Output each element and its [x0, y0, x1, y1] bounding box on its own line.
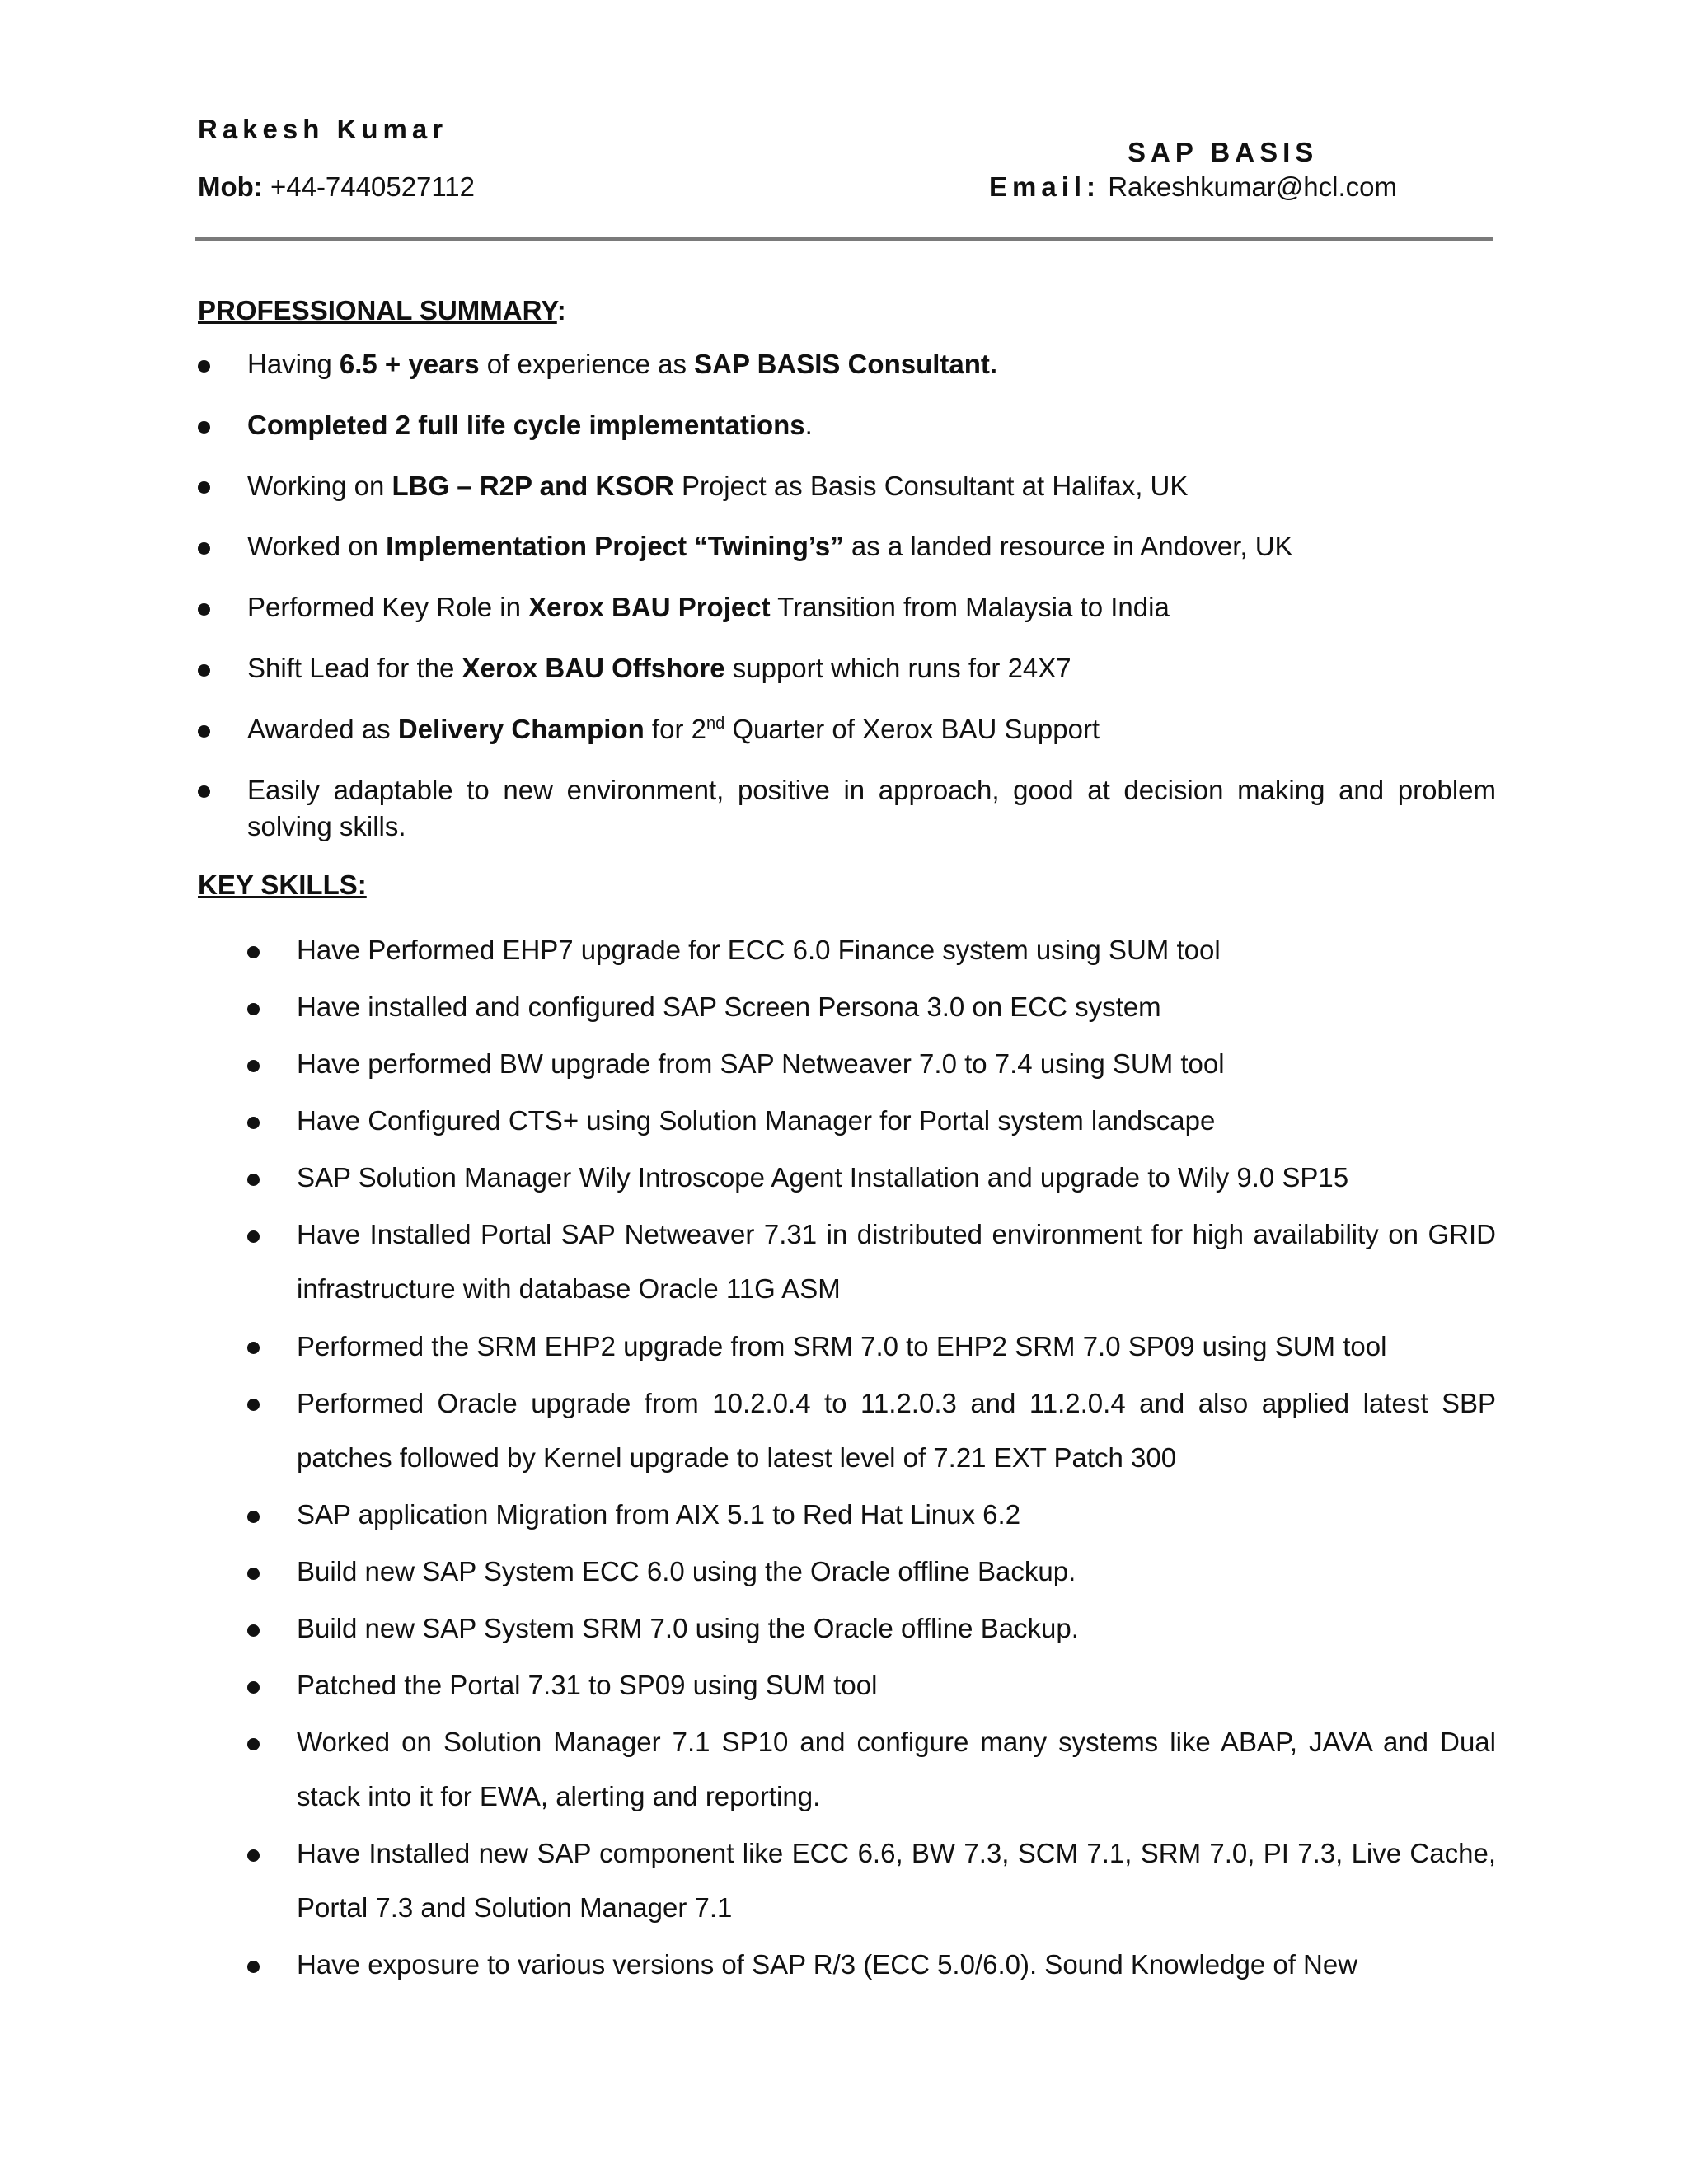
bullet-icon — [247, 1094, 260, 1148]
summary-text: Having — [247, 349, 340, 379]
bullet-icon — [247, 1826, 260, 1881]
bullet-icon — [198, 407, 210, 443]
summary-text: Quarter of Xerox BAU Support — [724, 713, 1100, 744]
bullet-icon — [247, 1037, 260, 1091]
summary-text: Easily adaptable to new environment, positive in approach, good at decision making and problem solving skills. — [247, 774, 1496, 841]
summary-text: Shift Lead for the — [247, 652, 462, 683]
summary-item — [198, 650, 1496, 687]
summary-bold: Delivery Champion — [397, 713, 645, 744]
header-divider — [195, 237, 1493, 241]
skill-item — [198, 1826, 1496, 1935]
email-label: Email: — [989, 171, 1101, 202]
bullet-icon — [247, 1715, 260, 1769]
bullet-icon — [247, 1207, 260, 1262]
mobile-value: +44-7440527112 — [270, 171, 476, 202]
summary-text: Working on — [247, 470, 392, 501]
skill-item — [198, 1544, 1496, 1599]
bullet-icon — [247, 1319, 260, 1374]
skill-item — [198, 1488, 1496, 1542]
skill-text: Have Configured CTS+ using Solution Manager for Portal system landscape — [297, 1105, 1216, 1137]
summary-item — [198, 468, 1496, 504]
skill-text: Have Installed new SAP component like ECC 6.6, BW 7.3, SCM 7.1, SRM 7.0, PI 7.3, Live Cache, Portal 7.3 and Solution Manager 7.1 — [297, 1838, 1496, 1924]
summary-bold: 6.5 + years — [339, 349, 480, 379]
skill-text: Have installed and configured SAP Screen Persona 3.0 on ECC system — [297, 991, 1161, 1023]
bullet-icon — [198, 772, 210, 808]
bullet-icon — [247, 1544, 260, 1599]
summary-bold: Implementation Project “Twining’s” — [386, 531, 844, 562]
summary-list — [198, 346, 1496, 869]
summary-bold: Xerox BAU Offshore — [462, 652, 725, 683]
skills-heading — [198, 869, 367, 901]
candidate-name: Rakesh Kumar — [198, 114, 448, 144]
summary-item — [198, 711, 1496, 748]
skill-item — [198, 1601, 1496, 1656]
skill-text: Performed the SRM EHP2 upgrade from SRM 7.0 to EHP2 SRM 7.0 SP09 using SUM tool — [297, 1330, 1387, 1361]
bullet-icon — [247, 1376, 260, 1431]
skill-item — [198, 1715, 1496, 1824]
superscript: nd — [706, 714, 725, 733]
email-line — [989, 171, 1397, 203]
summary-item — [198, 407, 1496, 443]
bullet-icon — [247, 1938, 260, 1992]
bullet-icon — [198, 528, 210, 565]
skill-item — [198, 1037, 1496, 1091]
skill-item — [198, 1376, 1496, 1485]
skill-text: Performed Oracle upgrade from 10.2.0.4 to 11.2.0.3 and 11.2.0.4 and also applied latest SBP patches followed by Kernel upgrade to latest level of 7.21 EXT Patch 300 — [297, 1387, 1496, 1473]
skill-item — [198, 980, 1496, 1034]
summary-bold: LBG – R2P and KSOR — [392, 470, 674, 501]
bullet-icon — [247, 980, 260, 1034]
summary-heading — [198, 295, 566, 326]
summary-bold: SAP BASIS Consultant. — [694, 349, 998, 379]
bullet-icon — [247, 1488, 260, 1542]
summary-text: Performed Key Role in — [247, 592, 529, 623]
summary-text: for 2 — [644, 713, 706, 744]
skill-text: SAP application Migration from AIX 5.1 to Red Hat Linux 6.2 — [297, 1498, 1021, 1530]
summary-text: of experience as — [479, 349, 695, 379]
skill-text: Have Performed EHP7 upgrade for ECC 6.0 Finance system using SUM tool — [297, 935, 1221, 965]
summary-item — [198, 589, 1496, 626]
summary-item — [198, 346, 1496, 382]
skill-text: Have exposure to various versions of SAP R/3 (ECC 5.0/6.0). Sound Knowledge of New — [297, 1949, 1358, 1980]
skill-item — [198, 923, 1496, 977]
mobile-line — [198, 171, 475, 203]
summary-text: Awarded as — [247, 713, 398, 744]
summary-heading-text: PROFESSIONAL SUMMARY — [198, 295, 557, 326]
mobile-label: Mob: — [198, 171, 263, 202]
summary-text: support which runs for 24X7 — [724, 652, 1071, 683]
bullet-icon — [247, 923, 260, 977]
summary-bold: Completed 2 full life cycle implementations — [247, 409, 805, 440]
candidate-role: SAP BASIS — [1128, 137, 1319, 167]
summary-text: Worked on — [247, 531, 387, 562]
bullet-icon — [198, 711, 210, 748]
skill-item — [198, 1938, 1496, 1992]
summary-text: Transition from Malaysia to India — [770, 592, 1170, 623]
skills-list — [198, 923, 1496, 1994]
summary-text: as a landed resource in Andover, UK — [843, 531, 1293, 562]
bullet-icon — [247, 1601, 260, 1656]
skill-item — [198, 1151, 1496, 1205]
skill-item — [198, 1319, 1496, 1374]
skill-text: Have performed BW upgrade from SAP Netweaver 7.0 to 7.4 using SUM tool — [297, 1048, 1225, 1080]
skill-text: Build new SAP System ECC 6.0 using the Oracle offline Backup. — [297, 1555, 1076, 1586]
skill-item — [198, 1094, 1496, 1148]
bullet-icon — [198, 346, 210, 382]
bullet-icon — [198, 650, 210, 687]
summary-text: Project as Basis Consultant at Halifax, UK — [673, 470, 1189, 501]
skill-item — [198, 1658, 1496, 1713]
summary-item — [198, 528, 1496, 565]
skill-text: Patched the Portal 7.31 to SP09 using SUM tool — [297, 1670, 878, 1701]
summary-heading-colon: : — [556, 295, 566, 326]
email-value: Rakeshkumar@hcl.com — [1108, 171, 1397, 202]
summary-text: . — [804, 409, 813, 440]
bullet-icon — [198, 589, 210, 626]
skill-text: Build new SAP System SRM 7.0 using the Oracle offline Backup. — [297, 1612, 1079, 1643]
skill-text: Have Installed Portal SAP Netweaver 7.31 in distributed environment for high availability on GRID infrastructure with database Oracle 11G ASM — [297, 1219, 1496, 1305]
summary-item — [198, 772, 1496, 845]
skills-heading-text: KEY SKILLS: — [198, 869, 367, 900]
bullet-icon — [198, 468, 210, 504]
bullet-icon — [247, 1658, 260, 1713]
skill-text: Worked on Solution Manager 7.1 SP10 and configure many systems like ABAP, JAVA and Dual stack into it for EWA, alerting and reporting. — [297, 1727, 1496, 1812]
skill-item — [198, 1207, 1496, 1316]
summary-bold: Xerox BAU Project — [528, 592, 771, 623]
bullet-icon — [247, 1151, 260, 1205]
skill-text: SAP Solution Manager Wily Introscope Agent Installation and upgrade to Wily 9.0 SP15 — [297, 1162, 1349, 1193]
